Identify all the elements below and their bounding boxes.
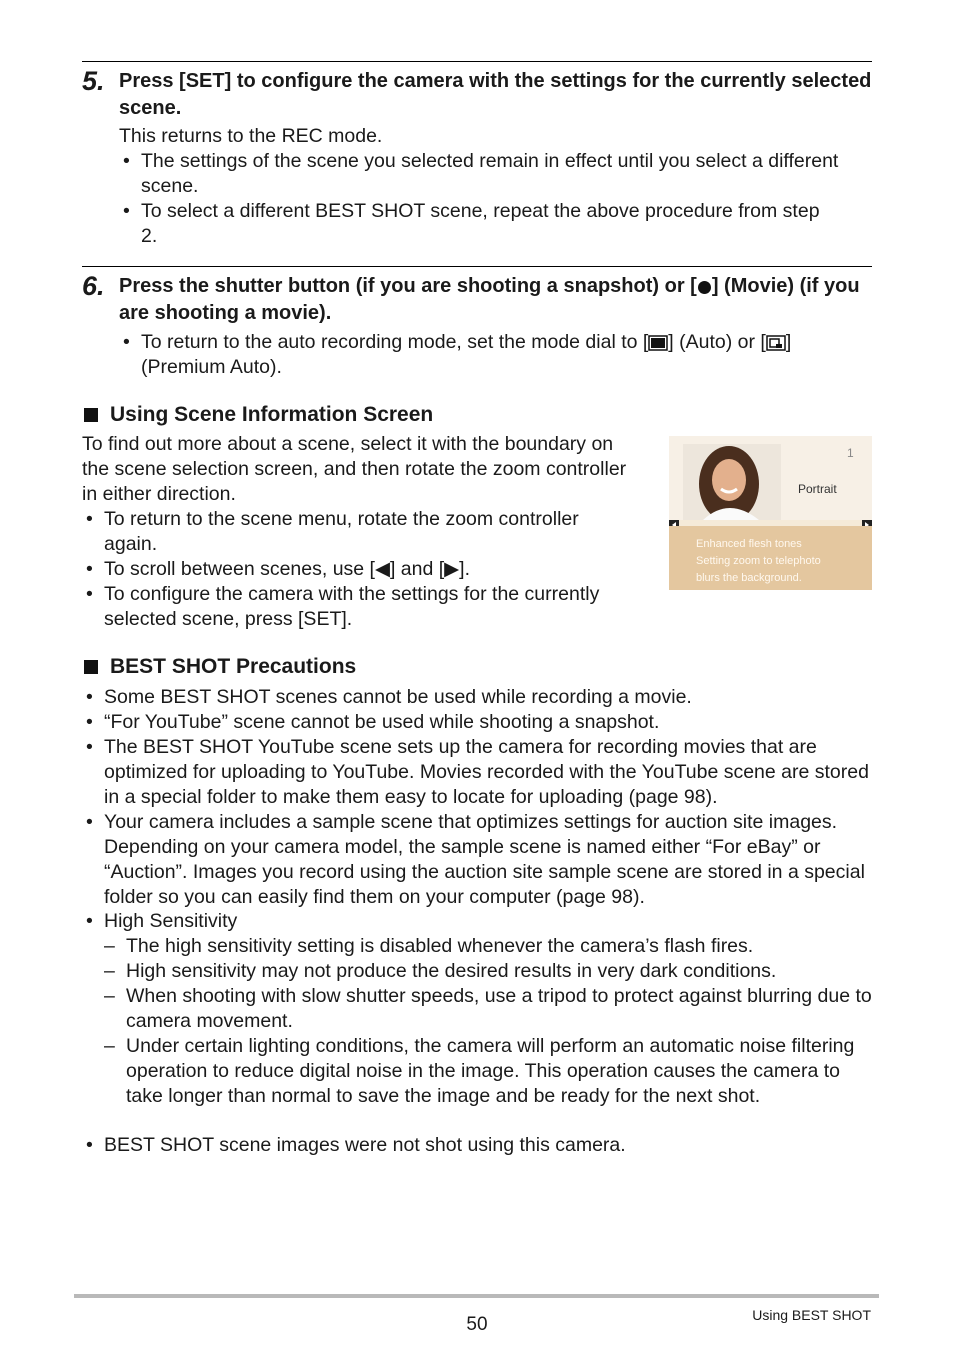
page-number: 50 — [466, 1314, 488, 1335]
step5-body: This returns to the REC mode. — [119, 125, 383, 147]
scene-info-screen-image — [669, 436, 872, 590]
precaution-bullet-5: • High Sensitivity — [86, 910, 238, 932]
portrait-face-illustration — [683, 444, 781, 520]
premium-auto-icon — [766, 335, 786, 351]
scene-info-bullet-2: • To scroll between scenes, use [◀] and [▶]. — [86, 558, 471, 580]
precautions-heading: BEST SHOT Precautions — [84, 654, 356, 680]
footer-section-label: Using BEST SHOT — [752, 1307, 871, 1323]
step5-bullet-2: • To select a different BEST SHOT scene, repeat the above procedure from step 2. — [123, 200, 820, 247]
step5-bullet-1: • The settings of the scene you selected remain in effect until you select a different scene. — [123, 150, 839, 197]
precaution-bullet-6: • BEST SHOT scene images were not shot using this camera. — [86, 1134, 626, 1156]
footer-rule — [74, 1294, 879, 1298]
scene-info-heading: Using Scene Information Screen — [84, 402, 433, 428]
scene-info-intro: To find out more about a scene, select it with the boundary on the scene selection screen, and then rotate the zoom controller in either direction. — [82, 433, 627, 505]
precaution-sub-bullet-1: – The high sensitivity setting is disabled whenever the camera’s flash fires. — [104, 935, 754, 957]
section-square-icon — [84, 408, 98, 422]
scene-info-bullet-1: • To return to the scene menu, rotate the zoom controller again. — [86, 508, 579, 555]
screen-scene-name: Portrait — [798, 482, 837, 496]
movie-record-icon — [697, 280, 712, 295]
screen-caption-line-3: blurs the background. — [696, 572, 802, 584]
step5-rule — [82, 61, 872, 62]
precaution-sub-bullet-2: – High sensitivity may not produce the desired results in very dark conditions. — [104, 960, 777, 982]
screen-caption-line-2: Setting zoom to telephoto — [696, 555, 821, 567]
precaution-sub-bullet-3: – When shooting with slow shutter speeds, use a tripod to protect against blurring due to camera movement. — [104, 985, 872, 1032]
section-square-icon — [84, 660, 98, 674]
auto-mode-icon — [648, 335, 668, 351]
step6-title: Press the shutter button (if you are shooting a snapshot) or [ ] (Movie) (if you are shooting a movie). — [119, 275, 860, 324]
screen-scene-number: 1 — [847, 446, 854, 460]
portrait-photo — [683, 444, 781, 520]
step6-bullet: • To return to the auto recording mode, set the mode dial to [ ] (Auto) or [ ] (Premium Auto). — [123, 331, 792, 378]
scene-info-bullet-3: • To configure the camera with the settings for the currently selected scene, press [SET]. — [86, 583, 600, 630]
screen-caption-line-1: Enhanced flesh tones — [696, 538, 802, 550]
precaution-bullet-1: • Some BEST SHOT scenes cannot be used while recording a movie. — [86, 686, 692, 708]
precaution-sub-bullet-4: – Under certain lighting conditions, the camera will perform an automatic noise filtering operation to reduce digital noise in the image. This operation causes the camera to take longer than normal to save the image and be ready for the next shot. — [104, 1035, 855, 1107]
precaution-bullet-3: • The BEST SHOT YouTube scene sets up the camera for recording movies that are optimized for uploading to YouTube. Movies recorded with the YouTube scene are stored in a special folder to make them easy to locate for uploading (page 98). — [86, 736, 869, 808]
precaution-bullet-4: • Your camera includes a sample scene that optimizes settings for auction site images. Depending on your camera model, the sample scene is named either “For eBay” or “Auction”. Images you record using the auction site sample scene are stored in a special folder so you can easily find them on your computer (page 98). — [86, 811, 865, 908]
step6-rule — [82, 266, 872, 267]
precaution-bullet-2: • “For YouTube” scene cannot be used while shooting a snapshot. — [86, 711, 660, 733]
step5-title: Press [SET] to configure the camera with the settings for the currently selected scene. — [119, 70, 872, 119]
step6-number: 6. — [82, 271, 105, 301]
step5-number: 5. — [82, 66, 105, 96]
